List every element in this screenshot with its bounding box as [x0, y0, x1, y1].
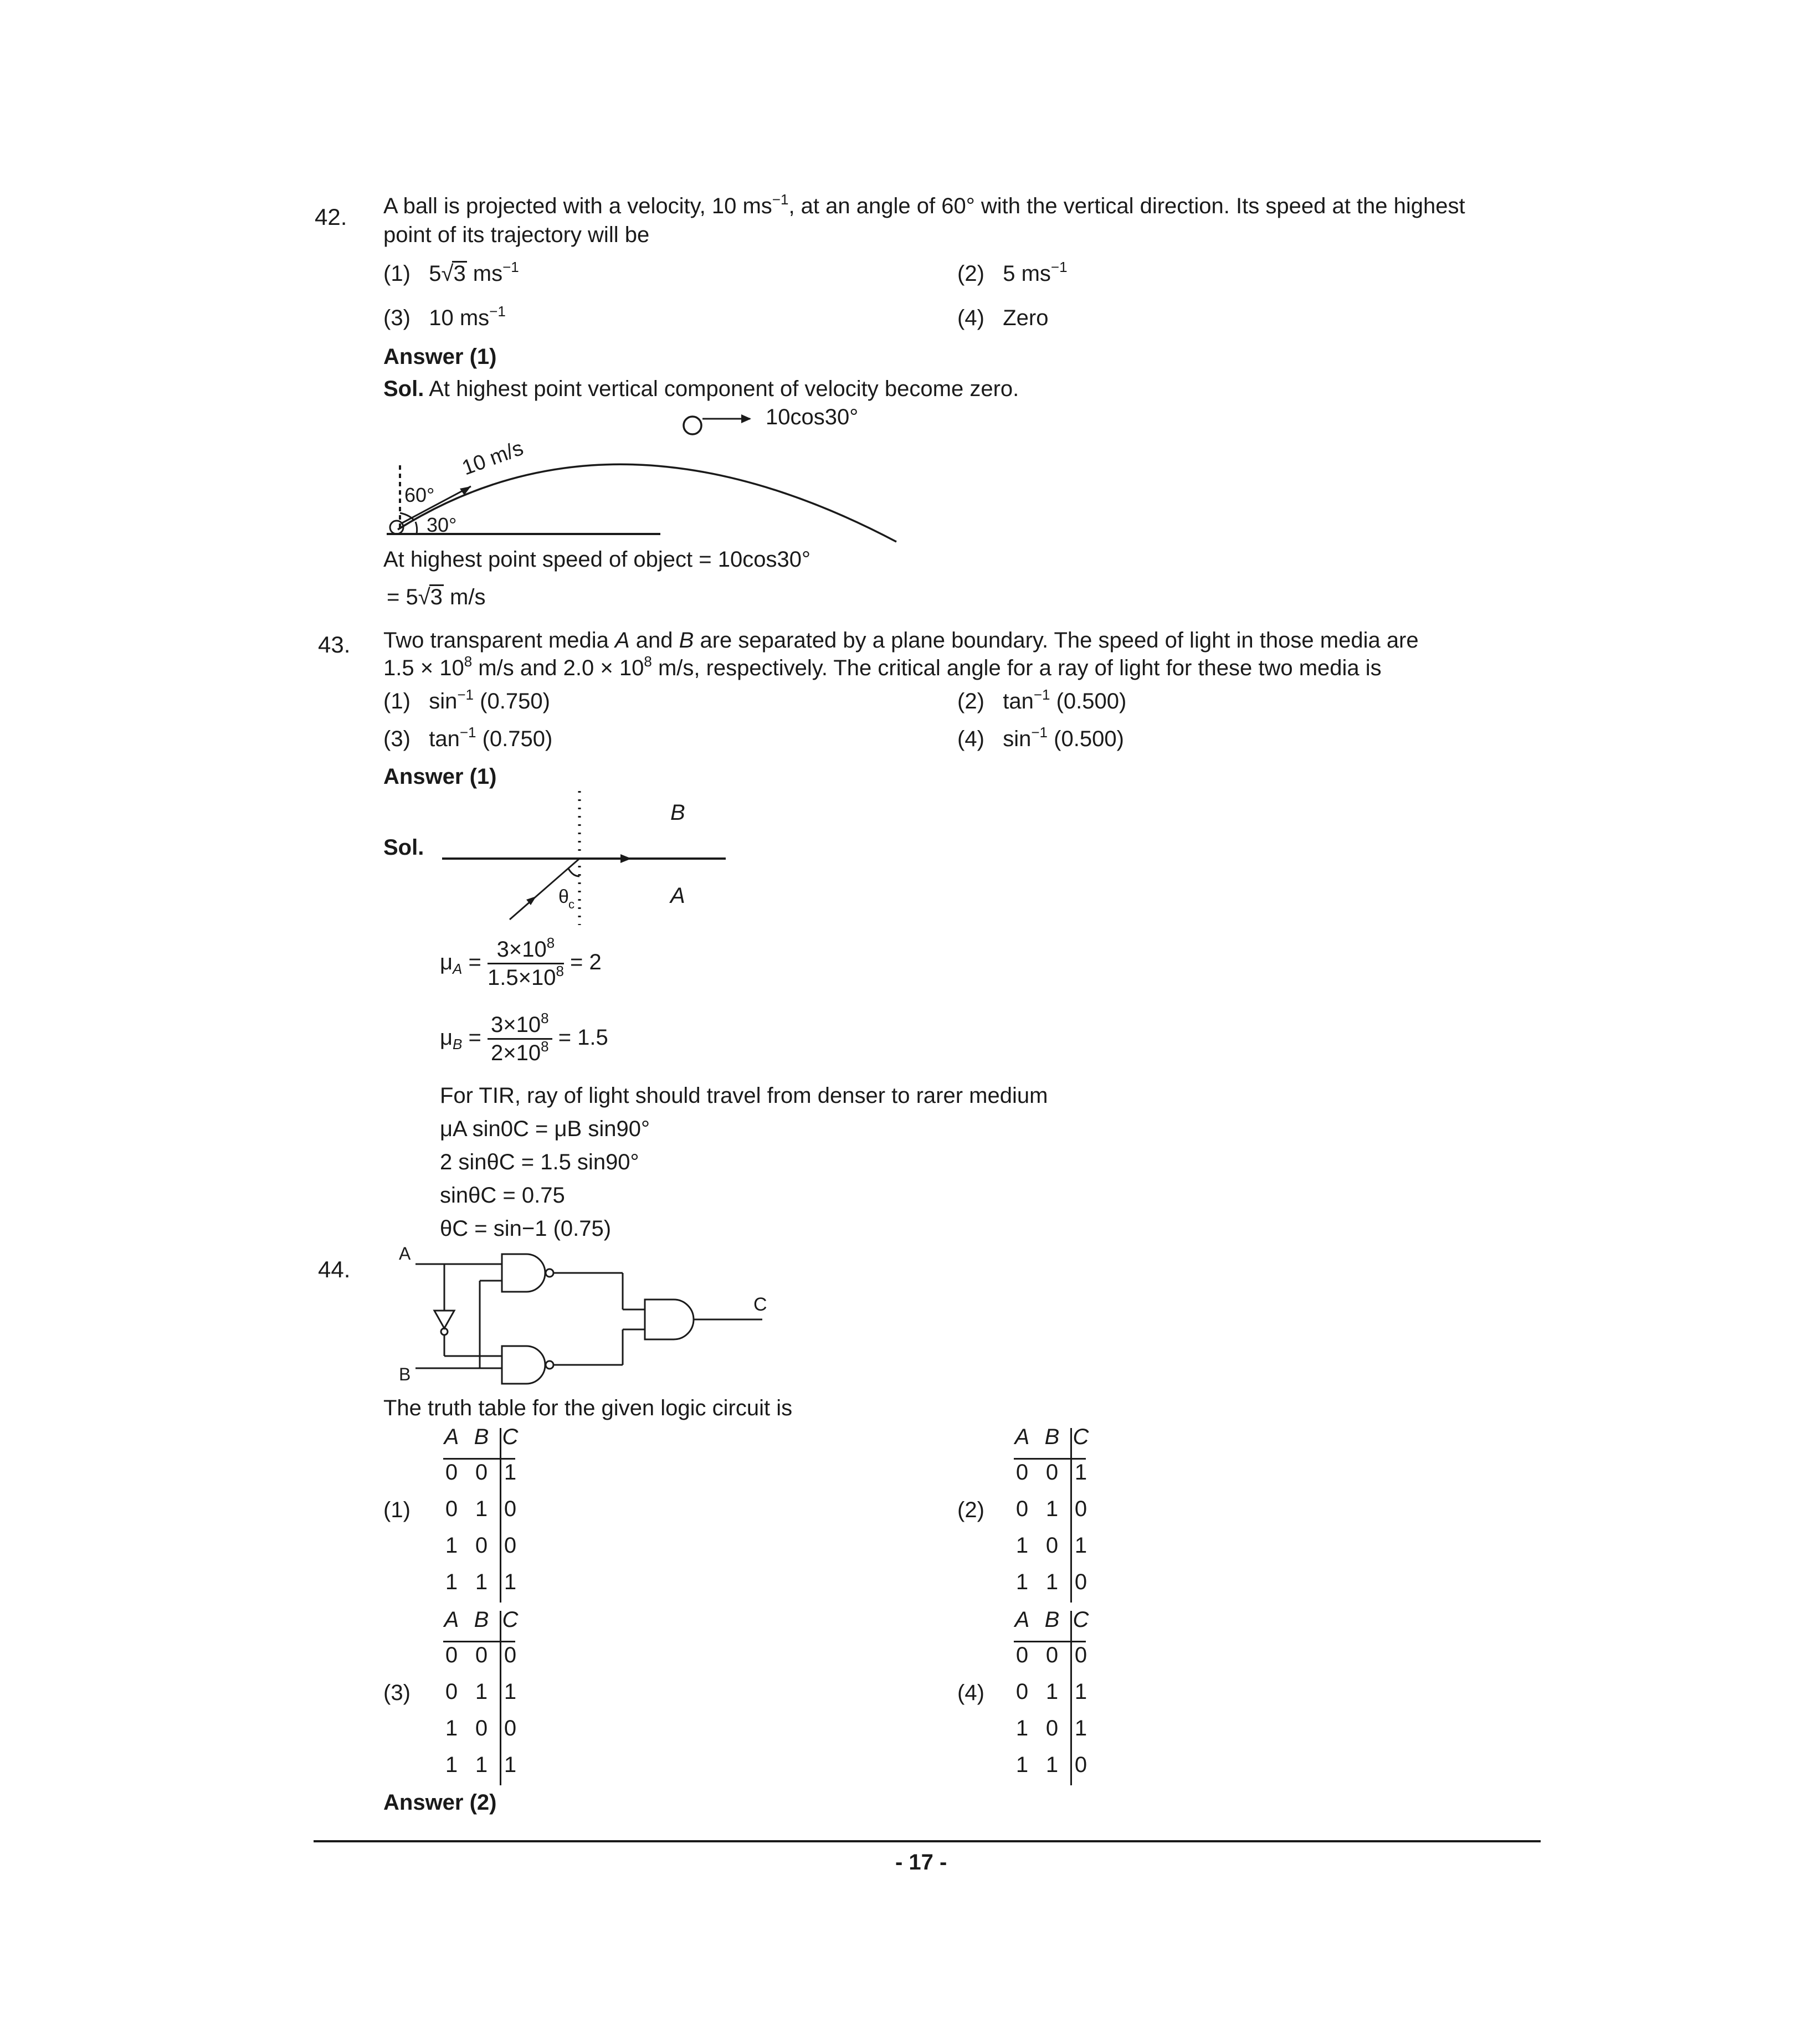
- q42-option-1[interactable]: (1) 5√3 $ms^{-1}$: [383, 259, 519, 286]
- table-row: 0 0 1: [445, 1460, 517, 1485]
- q44-option-1-number[interactable]: (1): [383, 1498, 411, 1522]
- table-row: 0 0 0: [1015, 1643, 1087, 1667]
- question-42-text-line1: A ball is projected with a velocity, 10 $ms^{-1}$, at an angle of 60° with the vertical direction. Its speed at the highest: [383, 191, 1465, 218]
- q42-option-2[interactable]: (2) 5 $ms^{-1}$: [957, 259, 1068, 286]
- label-medium-b: B: [670, 800, 685, 825]
- q42-option-3[interactable]: (3) 10 $ms^{-1}$: [383, 303, 506, 330]
- label-medium-a: A: [670, 884, 685, 908]
- table-row: 1 0 1: [1015, 1533, 1087, 1558]
- mu-a-equation: $\mu_A$ = $\frac{3\times 10^8}{1.5\times 10^8}$ = 2: [440, 934, 602, 990]
- q43-option-1[interactable]: (1) $\sin^{-1} (0.750)$: [383, 686, 550, 713]
- q43-option-4[interactable]: (4) $\sin^{-1} (0.500)$: [957, 724, 1124, 751]
- q42-option-4[interactable]: (4) Zero: [957, 306, 1049, 330]
- q42-result-line1: At highest point speed of object = 10cos30°: [383, 547, 810, 572]
- table-header: A B C: [1014, 1608, 1089, 1632]
- table-row: 0 1 0: [445, 1497, 517, 1521]
- mu-b-equation: $\mu_B$ = $\frac{3\times 10^8}{2\times 10^8}$ = 1.5: [440, 1010, 608, 1065]
- critical-angle-diagram: [438, 787, 748, 931]
- question-number-44: 44.: [318, 1256, 351, 1282]
- table-row: 1 0 1: [1015, 1716, 1087, 1740]
- label-input-b: B: [399, 1364, 411, 1384]
- label-30deg: 30°: [427, 513, 457, 536]
- q44-answer: Answer (2): [383, 1790, 497, 1815]
- q43-step-4: sinθC = 0.75: [440, 1183, 565, 1208]
- table-divider: [1014, 1458, 1086, 1460]
- table-row: 0 1 1: [1015, 1680, 1087, 1704]
- table-row: 1 1 1: [445, 1753, 517, 1777]
- q43-solution-label: Sol.: [383, 835, 424, 860]
- table-row: 0 0 1: [1015, 1460, 1087, 1485]
- q42-result-line2: = 5√3 m/s: [387, 585, 486, 609]
- table-divider: [443, 1641, 515, 1642]
- q43-option-2[interactable]: (2) $\tan^{-1} (0.500)$: [957, 686, 1127, 713]
- table-row: 1 1 0: [1015, 1753, 1087, 1777]
- table-divider: [1014, 1641, 1086, 1642]
- table-row: 1 1 1: [445, 1570, 517, 1594]
- footer-divider: [314, 1840, 1541, 1842]
- table-row: 1 0 0: [445, 1716, 517, 1740]
- table-header: A B C: [444, 1425, 519, 1449]
- page-number: - 17 -: [895, 1850, 947, 1874]
- label-theta-sub: c: [568, 897, 574, 911]
- label-10cos30: 10cos30°: [766, 405, 859, 429]
- q42-answer: Answer (1): [383, 345, 497, 369]
- q43-step-2: μA sin0C = μB sin90°: [440, 1117, 650, 1141]
- q44-option-4-number[interactable]: (4): [957, 1681, 984, 1705]
- label-output-c: C: [753, 1294, 767, 1315]
- q43-step-3: 2 sinθC = 1.5 sin90°: [440, 1150, 639, 1174]
- q43-step-5: θC = sin−1 (0.75): [440, 1216, 612, 1241]
- question-number-43: 43.: [318, 631, 351, 658]
- question-42-text-line2: point of its trajectory will be: [383, 223, 650, 247]
- table-divider: [443, 1458, 515, 1460]
- label-theta: θ: [558, 886, 569, 907]
- table-row: 0 1 1: [445, 1680, 517, 1704]
- logic-circuit-diagram: [399, 1241, 787, 1385]
- q43-step-1: For TIR, ray of light should travel from denser to rarer medium: [440, 1083, 1048, 1108]
- q44-option-2-number[interactable]: (2): [957, 1498, 984, 1522]
- label-input-a: A: [399, 1244, 411, 1264]
- label-10ms: 10 m/s: [459, 436, 527, 480]
- table-row: 1 1 0: [1015, 1570, 1087, 1594]
- table-header: A B C: [444, 1608, 519, 1632]
- q43-option-3[interactable]: (3) $\tan^{-1} (0.750)$: [383, 724, 553, 751]
- table-header: A B C: [1014, 1425, 1089, 1449]
- q44-prompt: The truth table for the given logic circuit is: [383, 1396, 793, 1420]
- projectile-diagram: [382, 404, 936, 548]
- q42-solution-text: Sol. At highest point vertical component of velocity become zero.: [383, 377, 1019, 401]
- question-43-text-line1: Two transparent media A and B are separated by a plane boundary. The speed of light in those media are: [383, 628, 1419, 653]
- label-60deg: 60°: [404, 484, 435, 506]
- question-43-text-line2: $1.5 \times 10^8$ m/s and $2.0 \times 10^8$ m/s, respectively. The critical angle for a ray of light for these two media is: [383, 653, 1382, 680]
- table-row: 0 0 0: [445, 1643, 517, 1667]
- q43-answer: Answer (1): [383, 764, 497, 789]
- question-number-42: 42.: [315, 204, 347, 230]
- table-row: 0 1 0: [1015, 1497, 1087, 1521]
- q44-option-3-number[interactable]: (3): [383, 1681, 411, 1705]
- table-row: 1 0 0: [445, 1533, 517, 1558]
